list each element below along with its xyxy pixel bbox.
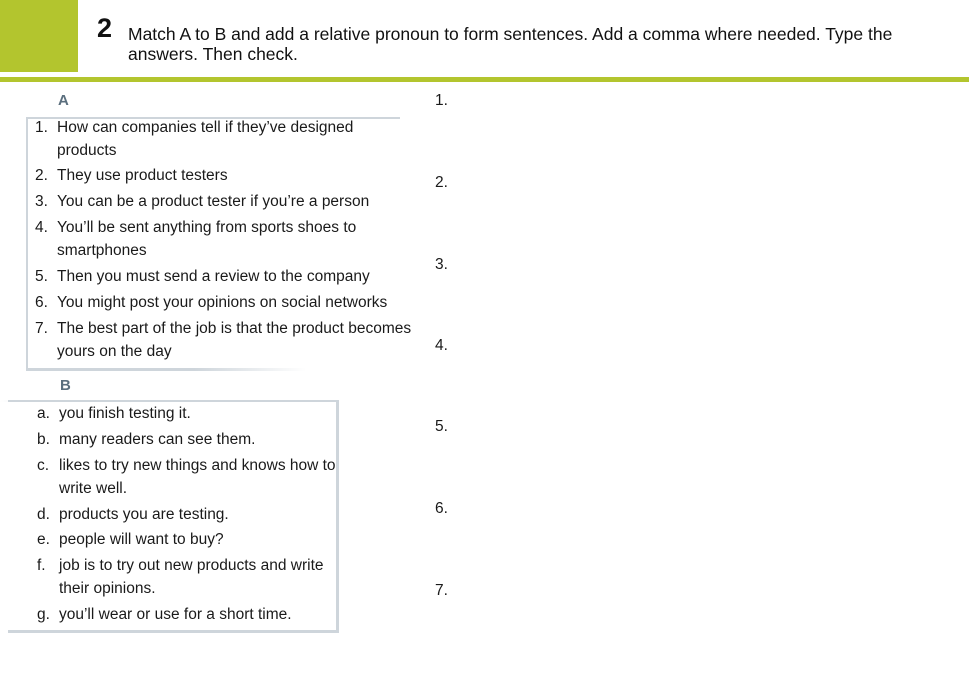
- item-text: you finish testing it.: [59, 405, 191, 422]
- item-text: many readers can see them.: [59, 431, 256, 448]
- item-text: They use product testers: [57, 167, 228, 184]
- item-text: people will want to buy?: [59, 531, 224, 548]
- answer-slot-4[interactable]: 4.: [435, 337, 448, 354]
- answer-slot-1[interactable]: 1.: [435, 92, 448, 109]
- header-accent-block: [0, 0, 78, 72]
- answer-slot-5[interactable]: 5.: [435, 418, 448, 435]
- column-a-label: A: [58, 92, 69, 109]
- item-text: you’ll wear or use for a short time.: [59, 606, 292, 623]
- item-letter: a.: [37, 405, 50, 422]
- item-text: job is to try out new products and write: [59, 557, 324, 574]
- item-text-continued: smartphones: [57, 242, 147, 259]
- item-letter: e.: [37, 531, 50, 548]
- answer-slot-2[interactable]: 2.: [435, 174, 448, 191]
- item-text: Then you must send a review to the company: [57, 268, 370, 285]
- answer-slot-3[interactable]: 3.: [435, 256, 448, 273]
- item-text-continued: write well.: [59, 480, 128, 497]
- item-number: 2.: [35, 167, 48, 184]
- item-text: The best part of the job is that the product becomes: [57, 320, 412, 337]
- item-number: 7.: [35, 320, 48, 337]
- item-text: products you are testing.: [59, 506, 229, 523]
- item-text: You might post your opinions on social networks: [57, 294, 388, 311]
- item-text: likes to try new things and knows how to: [59, 457, 336, 474]
- item-number: 3.: [35, 193, 48, 210]
- column-b-label: B: [60, 377, 71, 394]
- item-text: You’ll be sent anything from sports shoes to: [57, 219, 357, 236]
- item-text: How can companies tell if they’ve designed: [57, 119, 354, 136]
- item-number: 6.: [35, 294, 48, 311]
- item-letter: b.: [37, 431, 50, 448]
- item-letter: g.: [37, 606, 50, 623]
- item-text-continued: their opinions.: [59, 580, 156, 597]
- exercise-number: 2: [97, 13, 113, 43]
- header-divider: [0, 77, 969, 82]
- answer-slot-6[interactable]: 6.: [435, 500, 448, 517]
- answer-slot-7[interactable]: 7.: [435, 582, 448, 599]
- item-letter: f.: [37, 557, 46, 574]
- item-letter: d.: [37, 506, 50, 523]
- item-number: 4.: [35, 219, 48, 236]
- exercise-instructions: Match A to B and add a relative pronoun to form sentences. Add a comma where needed. Type the answers. Then check.: [128, 24, 893, 64]
- item-number: 5.: [35, 268, 48, 285]
- item-text-continued: products: [57, 142, 117, 159]
- item-number: 1.: [35, 119, 48, 136]
- item-text-continued: yours on the day: [57, 343, 172, 360]
- item-letter: c.: [37, 457, 50, 474]
- item-text: You can be a product tester if you’re a person: [57, 193, 370, 210]
